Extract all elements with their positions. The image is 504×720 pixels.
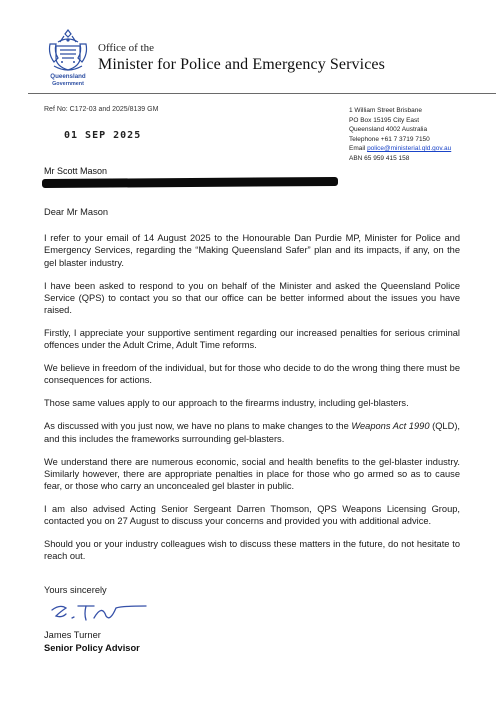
paragraph-6-end: (QLD), and this includes the frameworks surrounding gel-blasters.	[44, 421, 461, 444]
signer-title: Senior Policy Advisor	[44, 643, 140, 653]
paragraph-8: I am also advised Acting Senior Sergeant Darren Thomson, QPS Weapons Licensing Group, contacted you on 27 August to discuss your concerns and provided you with additional advice.	[44, 504, 460, 527]
paragraph-3: Firstly, I appreciate your supportive sentiment regarding our increased penalties for serious criminal offences under the Adult Crime, Adult Time reforms.	[44, 328, 460, 351]
email-link[interactable]: police@ministerial.qld.gov.au	[367, 145, 452, 153]
paragraph-4: We believe in freedom of the individual, but for those who decide to do the wrong thing there must be consequences for actions.	[44, 363, 460, 386]
paragraph-2: I have been asked to respond to you on behalf of the Minister and asked the Queensland Police Service (QPS) to contact you so that our office can be better informed about the issues you have raised.	[44, 280, 460, 316]
queensland-government-crest-logo	[44, 26, 92, 88]
recipient-name: Mr Scott Mason	[44, 166, 108, 176]
paragraph-6	[44, 420, 460, 444]
address-telephone: Telephone +61 7 3719 7150	[349, 135, 430, 143]
paragraph-9: Should you or your industry colleagues wish to discuss these matters in the future, do not hesitate to reach out.	[44, 539, 460, 562]
signoff: Yours sincerely	[44, 585, 107, 595]
reference-number: Ref No: C172-03 and 2025/8139 GM	[44, 106, 159, 113]
logo-text-queensland: Queensland	[50, 73, 86, 80]
address-city: Queensland 4002 Australia	[349, 126, 428, 134]
address-abn: ABN 65 959 415 158	[349, 154, 410, 162]
letter-body	[44, 206, 460, 573]
paragraph-5: Those same values apply to our approach to the firearms industry, including gel-blasters.	[44, 398, 409, 409]
address-street: 1 William Street Brisbane	[349, 107, 422, 114]
date-stamp: 01 SEP 2025	[64, 130, 142, 141]
header-divider	[28, 93, 496, 94]
address-email-line	[349, 144, 451, 154]
paragraph-1: I refer to your email of 14 August 2025 to the Honourable Dan Purdie MP, Minister for Police and Emergency Services, regarding the “Making Queensland Safer” plan and its impacts, if any, on the gel blaster industry.	[44, 233, 460, 268]
address-po-box: PO Box 15195 City East	[349, 116, 420, 124]
email-label: Email	[349, 145, 368, 153]
act-title: Weapons Act 1990	[351, 421, 430, 432]
office-title-line2: Minister for Police and Emergency Services	[98, 56, 385, 73]
office-title-line1: Office of the	[98, 42, 154, 54]
salutation: Dear Mr Mason	[44, 207, 109, 217]
return-address-block	[349, 106, 451, 164]
redacted-address-bar	[42, 177, 338, 188]
paragraph-7: We understand there are numerous economic, social and health benefits to the gel-blaster industry. Similarly however, there are appropriate penalties in place for those who go armed so as to cause fear, or those who carry an unconcealed gel blaster in public.	[44, 456, 460, 492]
paragraph-6-start: As discussed with you just now, we have no plans to make changes to the	[44, 421, 352, 432]
logo-text-government: Government	[52, 81, 84, 87]
handwritten-signature	[48, 600, 158, 626]
signer-name: James Turner	[44, 630, 101, 640]
